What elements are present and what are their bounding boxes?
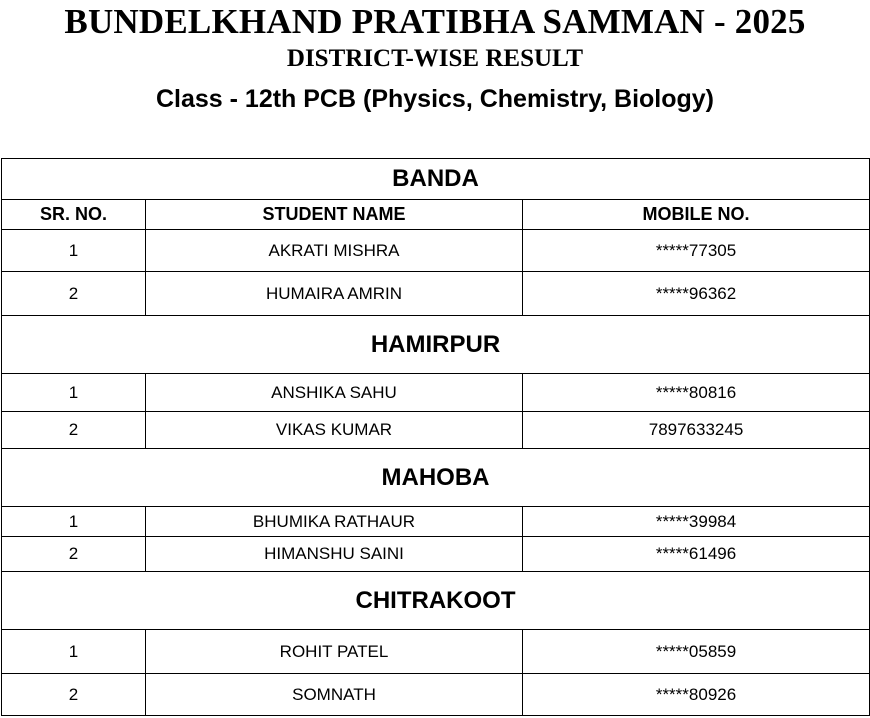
sr-no-cell: 1 [2, 630, 146, 674]
mobile-cell: 7897633245 [523, 412, 870, 449]
student-name-cell: SOMNATH [146, 674, 523, 716]
district-name: MAHOBA [2, 449, 870, 507]
mobile-cell: *****77305 [523, 230, 870, 272]
student-name-cell: BHUMIKA RATHAUR [146, 507, 523, 537]
results-table [1, 158, 870, 716]
sr-no-cell: 2 [2, 674, 146, 716]
column-header-mobile-no: MOBILE NO. [523, 200, 870, 230]
table-row [2, 374, 870, 412]
column-header-student-name: STUDENT NAME [146, 200, 523, 230]
table-row [2, 537, 870, 572]
student-name-cell: AKRATI MISHRA [146, 230, 523, 272]
table-row [2, 272, 870, 316]
column-header-row [2, 200, 870, 230]
sr-no-cell: 1 [2, 374, 146, 412]
district-name: BANDA [2, 159, 870, 200]
mobile-cell: *****80816 [523, 374, 870, 412]
mobile-cell: *****61496 [523, 537, 870, 572]
student-name-cell: HUMAIRA AMRIN [146, 272, 523, 316]
table-row [2, 630, 870, 674]
table-row [2, 230, 870, 272]
district-row-banda [2, 159, 870, 200]
student-name-cell: ROHIT PATEL [146, 630, 523, 674]
sr-no-cell: 1 [2, 230, 146, 272]
class-heading: Class - 12th PCB (Physics, Chemistry, Biology) [155, 85, 715, 113]
district-row-chitrakoot [2, 572, 870, 630]
district-name: CHITRAKOOT [2, 572, 870, 630]
sr-no-cell: 2 [2, 412, 146, 449]
student-name-cell: HIMANSHU SAINI [146, 537, 523, 572]
document-title: BUNDELKHAND PRATIBHA SAMMAN - 2025 [64, 2, 806, 41]
student-name-cell: VIKAS KUMAR [146, 412, 523, 449]
table-row [2, 507, 870, 537]
mobile-cell: *****96362 [523, 272, 870, 316]
mobile-cell: *****05859 [523, 630, 870, 674]
district-row-mahoba [2, 449, 870, 507]
district-row-hamirpur [2, 316, 870, 374]
sr-no-cell: 1 [2, 507, 146, 537]
table-row [2, 412, 870, 449]
district-name: HAMIRPUR [2, 316, 870, 374]
student-name-cell: ANSHIKA SAHU [146, 374, 523, 412]
table-row [2, 674, 870, 716]
column-header-sr-no: SR. NO. [2, 200, 146, 230]
sr-no-cell: 2 [2, 272, 146, 316]
document-subtitle: DISTRICT-WISE RESULT [286, 45, 584, 72]
sr-no-cell: 2 [2, 537, 146, 572]
mobile-cell: *****80926 [523, 674, 870, 716]
mobile-cell: *****39984 [523, 507, 870, 537]
